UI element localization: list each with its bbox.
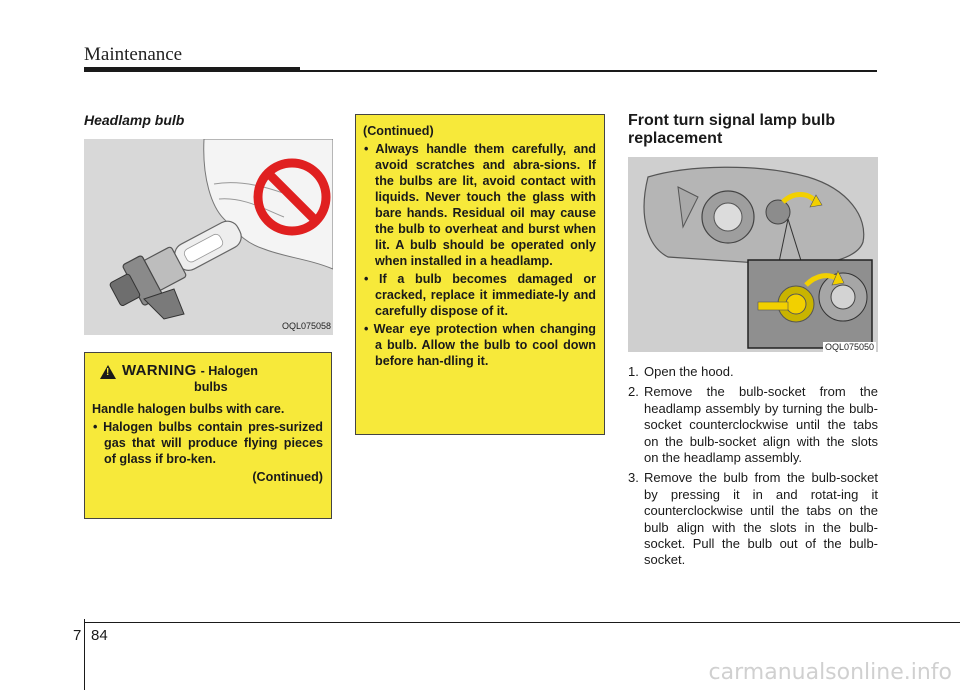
continued-bullet-3: • Wear eye protection when changing a bulb. Allow the bulb to cool down before han-dling it. bbox=[364, 322, 596, 368]
warning-subject-1: - Halogen bbox=[200, 364, 258, 378]
footer-vertical-rule bbox=[84, 619, 85, 690]
header-title: Maintenance bbox=[84, 44, 183, 65]
step-number: 2. bbox=[628, 384, 639, 400]
footer-page-number: 84 bbox=[91, 627, 108, 644]
footer-chapter-number: 7 bbox=[73, 627, 82, 644]
continued-warning-box bbox=[355, 114, 605, 435]
continued-label: (Continued) bbox=[363, 124, 434, 138]
figure-halogen-bulb bbox=[84, 139, 333, 335]
warning-triangle-icon: ! bbox=[100, 365, 116, 379]
section-heading-front-turn-signal: Front turn signal lamp bulb replacement bbox=[628, 112, 836, 147]
list-item bbox=[628, 384, 878, 466]
warning-bullet-1: • Halogen bulbs contain pres-surized gas that will produce flying pieces of glass if bro-ken. bbox=[93, 420, 323, 466]
step-number: 3. bbox=[628, 470, 639, 486]
figure-headlamp-assembly bbox=[628, 157, 878, 352]
footer-horizontal-rule bbox=[84, 622, 960, 623]
step-text: Remove the bulb from the bulb-socket by pressing it in and rotat-ing it counterclockwise until the tabs on the bulb align with the slots in the bulb-socket. Pull the bulb out of the bulb-socket. bbox=[644, 470, 878, 568]
warning-header bbox=[92, 363, 323, 395]
list-item bbox=[628, 364, 878, 380]
continued-bullet-1: • Always handle them carefully, and avoid scratches and abra-sions. If the bulbs are lit, avoid contact with liquids. Never touch the glass with bare hands. Residual oil may cause the bulb to overheat and burst when lit. A bulb should be operated only when installed in a headlamp. bbox=[364, 142, 596, 268]
figure-code-left: OQL075058 bbox=[281, 321, 331, 331]
headlamp-assembly-illustration bbox=[628, 157, 878, 352]
header-bar bbox=[84, 67, 300, 72]
warning-box bbox=[84, 352, 332, 519]
header-rule bbox=[300, 70, 877, 72]
warning-intro: Handle halogen bulbs with care. bbox=[92, 402, 285, 416]
continued-bullet-2: • If a bulb becomes damaged or cracked, replace it immediate-ly and carefully dispose of it. bbox=[364, 272, 596, 318]
section-heading-headlamp-bulb: Headlamp bulb bbox=[84, 112, 185, 128]
steps-list bbox=[628, 364, 878, 573]
warning-continued: (Continued) bbox=[252, 470, 323, 484]
warning-word: WARNING bbox=[122, 362, 197, 379]
watermark: carmanualsonline.info bbox=[708, 660, 952, 685]
warning-subject-2: bulbs bbox=[194, 380, 228, 394]
figure-code-right: OQL075050 bbox=[824, 342, 874, 352]
step-number: 1. bbox=[628, 364, 639, 379]
halogen-bulb-illustration bbox=[84, 139, 333, 335]
list-item bbox=[628, 470, 878, 568]
step-text: Remove the bulb-socket from the headlamp assembly by turning the bulb-socket counterclockwise until the tabs on the bulb-socket align with the slots on the headlamp assembly. bbox=[644, 384, 878, 466]
step-text: Open the hood. bbox=[644, 364, 734, 379]
